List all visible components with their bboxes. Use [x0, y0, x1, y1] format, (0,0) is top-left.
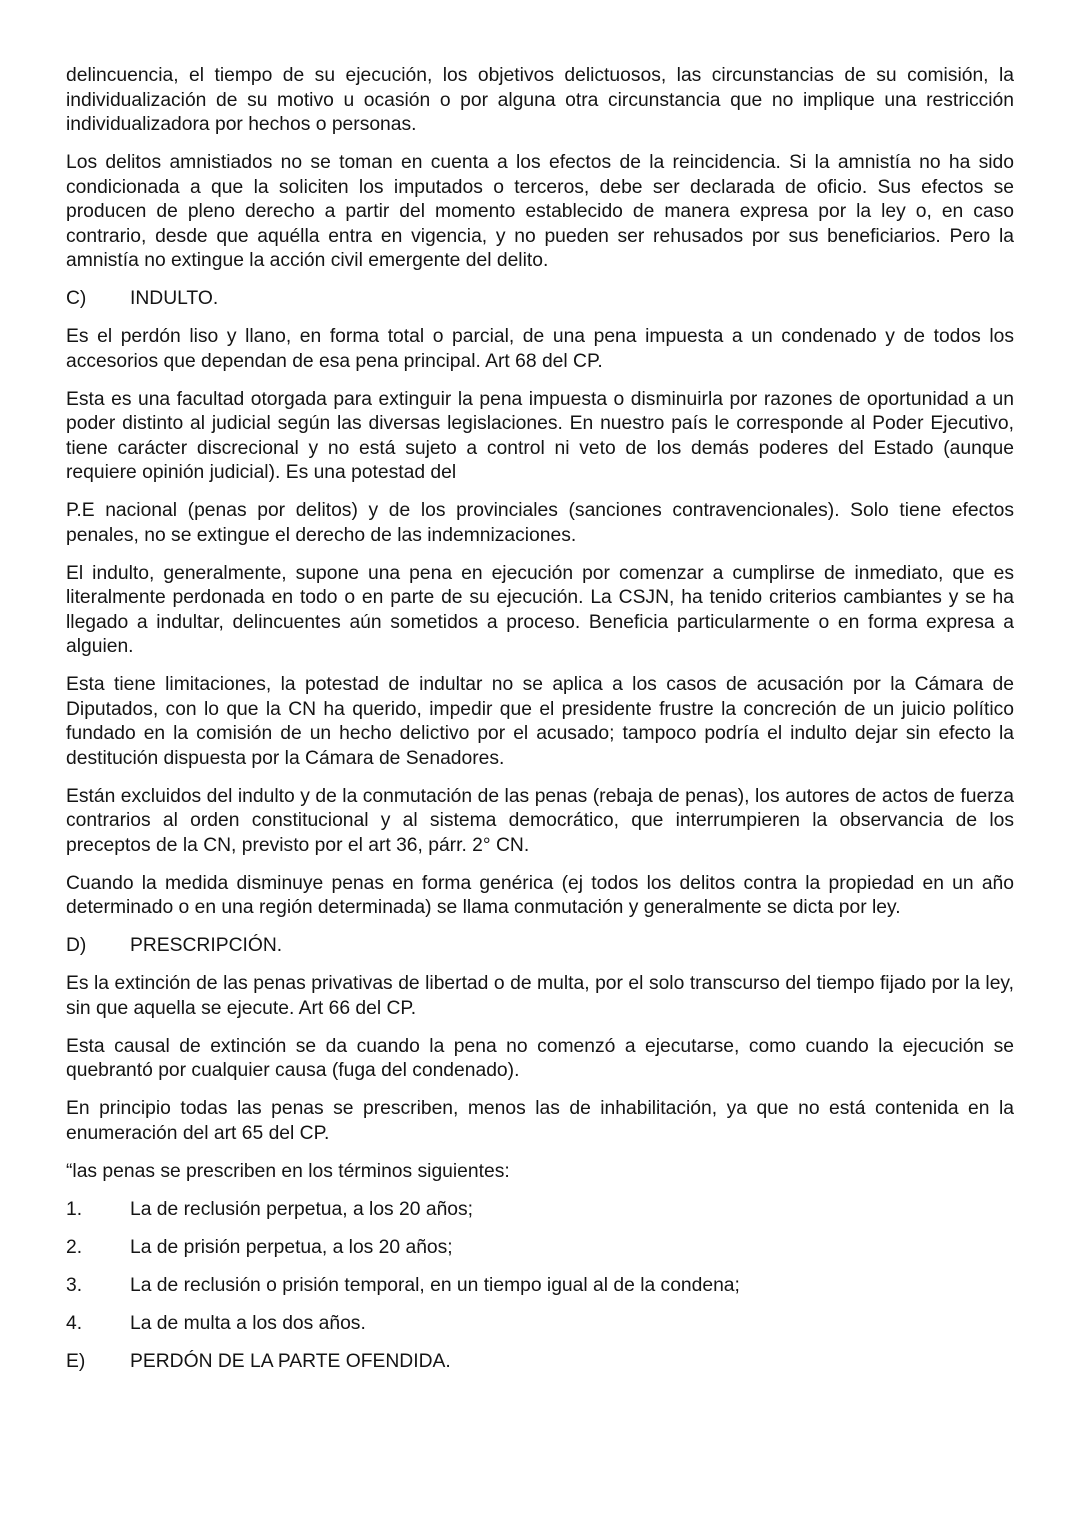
paragraph: Es la extinción de las penas privativas de libertad o de multa, por el solo transcurso del tiempo fijado por la ley, sin que aquella se ejecute. Art 66 del CP.	[66, 973, 1014, 1019]
paragraph: En principio todas las penas se prescriben, menos las de inhabilitación, ya que no está contenida en la enumeración del art 65 del CP.	[66, 1098, 1014, 1144]
section-heading-perdon	[66, 1350, 1014, 1375]
list-text: La de multa a los dos años.	[130, 1312, 366, 1334]
section-marker: E)	[66, 1350, 86, 1372]
paragraph: Esta causal de extinción se da cuando la pena no comenzó a ejecutarse, como cuando la ejecución se quebrantó por cualquier causa (fuga del condenado).	[66, 1035, 1014, 1081]
paragraph: Esta es una facultad otorgada para extinguir la pena impuesta o disminuirla por razones de oportunidad a un poder distinto al judicial según las diversas legislaciones. En nuestro país le corresponde al Poder Ejecutivo, tiene carácter discrecional y no está sujeto a control ni veto de los demás poderes del Estado (aunque requiere opinión judicial). Es una potestad del	[66, 388, 1014, 483]
paragraph: Están excluidos del indulto y de la conmutación de las penas (rebaja de penas), los autores de actos de fuerza contrarios al orden constitucional y al sistema democrático, que interrumpieren la observancia de los preceptos de la CN, previsto por el art 36, párr. 2° CN.	[66, 785, 1014, 856]
list-number: 3.	[66, 1274, 83, 1296]
paragraph: Esta tiene limitaciones, la potestad de indultar no se aplica a los casos de acusación por la Cámara de Diputados, con lo que la CN ha querido, impedir que el presidente frustre la concreción de un juicio político fundado en la comisión de un hecho delictivo por el acusado; tampoco podría el indulto dejar sin efecto la destitución dispuesta por la Cámara de Senadores.	[66, 674, 1014, 769]
section-marker: D)	[66, 935, 87, 956]
list-number: 4.	[66, 1312, 83, 1334]
paragraph: El indulto, generalmente, supone una pena en ejecución por comenzar a cumplirse de inmediato, que es literalmente perdonada en todo o en parte de su ejecución. La CSJN, ha tenido criterios cambiantes y se ha llegado a indultar, delincuentes aún sometidos a proceso. Beneficia particularmente o en forma expresa a alguien.	[66, 562, 1014, 657]
section-heading-prescripcion	[66, 934, 1014, 959]
list-number: 2.	[66, 1236, 83, 1258]
list-item	[66, 1312, 1014, 1337]
paragraph: Es el perdón liso y llano, en forma total o parcial, de una pena impuesta a un condenado y de todos los accesorios que dependan de esa pena principal. Art 68 del CP.	[66, 326, 1014, 372]
list-text: La de reclusión perpetua, a los 20 años;	[130, 1198, 474, 1220]
paragraph: delincuencia, el tiempo de su ejecución, los objetivos delictuosos, las circunstancias de su comisión, la individualización de su motivo u ocasión o por alguna otra circunstancia que no implique una restricción individualizadora por hechos o personas.	[66, 65, 1014, 135]
paragraph: Cuando la medida disminuye penas en forma genérica (ej todos los delitos contra la propiedad en un año determinado o en una región determinada) se llama conmutación y generalmente se dicta por ley.	[66, 872, 1014, 918]
list-text: La de reclusión o prisión temporal, en un tiempo igual al de la condena;	[130, 1274, 740, 1296]
document-page	[66, 64, 1014, 1388]
section-title: INDULTO.	[130, 288, 219, 309]
list-text: La de prisión perpetua, a los 20 años;	[130, 1236, 453, 1258]
list-item	[66, 1198, 1014, 1223]
section-marker: C)	[66, 288, 87, 309]
quote-intro: “las penas se prescriben en los términos siguientes:	[66, 1160, 510, 1182]
paragraph: Los delitos amnistiados no se toman en cuenta a los efectos de la reincidencia. Si la amnistía no ha sido condicionada a que la soliciten los imputados o terceros, debe ser declarada de oficio. Sus efectos se producen de pleno derecho a partir del momento establecido de manera expresa por la ley o, en caso contrario, desde que aquélla entra en vigencia, y no pueden ser rehusados por sus beneficiarios. Pero la amnistía no extingue la acción civil emergente del delito.	[66, 152, 1014, 271]
paragraph: P.E nacional (penas por delitos) y de los provinciales (sanciones contravencionales). Solo tiene efectos penales, no se extingue el derecho de las indemnizaciones.	[66, 500, 1014, 546]
section-title: PRESCRIPCIÓN.	[130, 935, 283, 956]
section-heading-indulto	[66, 287, 1014, 312]
section-title: PERDÓN DE LA PARTE OFENDIDA.	[130, 1350, 451, 1372]
list-item	[66, 1274, 1014, 1299]
list-number: 1.	[66, 1198, 83, 1220]
list-item	[66, 1236, 1014, 1261]
